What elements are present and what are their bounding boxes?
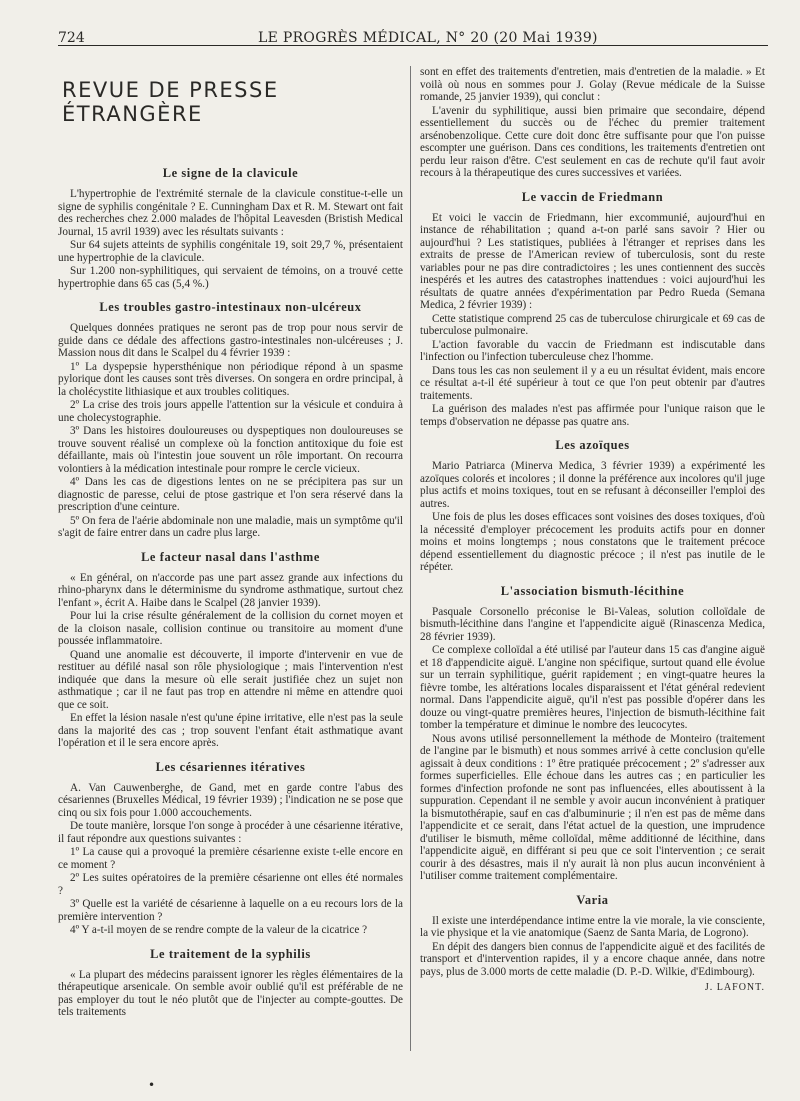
paragraph: 4º Y a-t-il moyen de se rendre compte de la valeur de la cicatrice ? (70, 924, 368, 936)
page-number: 724 (58, 30, 85, 46)
running-header (0, 24, 800, 46)
paragraph: L'hypertrophie de l'extrémité sternale de la clavicule constitue-t-elle un signe de syphilis congénitale ? E. Cunningham Dax et R. M. Stewart ont fait des recherches chez 2.000 malades de l'hôpital Leavesden (Bristish Medical Journal, 15 avril 1939) avec les résultats suivants : (58, 188, 403, 238)
header-rule (58, 45, 768, 46)
paragraph: sont en effet des traitements d'entretien, mais d'entretien de la maladie. » Et voilà où nous en sommes pour J. Golay (Revue médicale de la Suisse romande, 25 janvier 1939), qui conclut : (420, 66, 765, 103)
paragraph: « En général, on n'accorde pas une part assez grande aux infections du rhino-pharynx dans le déterminisme du syndrome asthmatique, surtout chez l'enfant », écrit A. Haibe dans le Scalpel (28 janvier 1939). (58, 571, 403, 609)
paragraph: 3º Dans les histoires douloureuses ou dyspeptiques non douloureuses se trouve souvent réalisé un complexe où la fonction antitoxique du foie est défaillante, mais où l'intestin joue souvent un rôle important. On recourra volontiers à la médication intestinale pour rompre le cercle vicieux. (58, 425, 403, 475)
footer-mark: • (148, 1078, 156, 1092)
paragraph: L'avenir du syphilitique, aussi bien primaire que secondaire, dépend essentiellement du succès ou de l'échec du premier traitement arsénobenzolique. Cette cure doit donc être suffisante pour que l'on puisse escompter une guérison. Dans ces conditions, les traitements d'entretien ont perdu leur raison d'être. C'est seulement en cas de rechute qu'il faut avoir recours à la thérapeutique des cures successives et variées. (420, 104, 765, 179)
section-heading: Les césariennes itératives (155, 759, 306, 774)
paragraph: L'action favorable du vaccin de Friedmann est indiscutable dans l'infection ou l'infection tuberculeuse chez l'homme. (420, 338, 765, 363)
paragraph: 2º La crise des trois jours appelle l'attention sur la vésicule et conduira à une cholecystographie. (58, 399, 403, 424)
column-divider (410, 66, 411, 1051)
paragraph: A. Van Cauwenberghe, de Gand, met en garde contre l'abus des césariennes (Bruxelles Médical, 19 février 1939) ; l'indication ne se pose que cinq ou six fois pour 1.000 accouchements. (58, 781, 403, 819)
paragraph: « La plupart des médecins paraissent ignorer les règles élémentaires de la thérapeutique arsenicale. On semble avoir oublié qu'il est préférable de ne pas employer du tout le néo plutôt que de l'injecter au compte-gouttes. De tels traitements (58, 968, 403, 1018)
journal-title: LE PROGRÈS MÉDICAL, N° 20 (20 Mai 1939) (258, 30, 598, 46)
paragraph: Sur 64 sujets atteints de syphilis congénitale 19, soit 29,7 %, présentaient une hypertrophie de la clavicule. (58, 239, 403, 264)
section-heading: Les troubles gastro-intestinaux non-ulcéreux (99, 300, 362, 314)
paragraph: 5º On fera de l'aérie abdominale non une maladie, mais un symptôme qu'il s'agit de faire entrer dans un cadre plus large. (58, 514, 403, 539)
section-heading: Le signe de la clavicule (162, 166, 299, 180)
paragraph: Mario Patriarca (Minerva Medica, 3 février 1939) a expérimenté les azoïques colorés et incolores ; il donne la préférence aux incolores qu'il juge plus actifs et moins toxiques, tout en se refusant à déconseiller l'emploi des autres. (420, 460, 765, 510)
paragraph: La guérison des malades n'est pas affirmée pour l'unique raison que le temps d'observation ne dépasse pas quatre ans. (420, 403, 765, 428)
author-signature: J. LAFONT. (704, 982, 765, 993)
paragraph: 2º Les suites opératoires de la première césarienne ont elles été normales ? (58, 872, 403, 897)
section-heading: Le traitement de la syphilis (150, 946, 311, 961)
paragraph: Ce complexe colloïdal a été utilisé par l'auteur dans 15 cas d'angine aiguë et 18 d'appendicite aiguë. L'angine non spécifique, surtout quand elle évolue sur un terrain syphilitique, guérit rapidement ; en vingt-quatre heures la fièvre tombe, les altérations locales disparaissent et l'état général redevient normal. Dans l'appendicite aiguë, qu'il n'est pas possible d'opérer dans les douze ou vingt-quatre premières heures, l'injection de bismuth-lécithine fait tomber la température et diminue le nombre des leucocytes. (420, 644, 765, 731)
paragraph: Et voici le vaccin de Friedmann, hier excommunié, aujourd'hui en instance de réhabilitation ; quand a-t-on parlé sans savoir ? Hier ou aujourd'hui ? Les statistiques, publiées à l'étranger et reprises dans les extraits de presse de l'American review of tuberculosis, sont du reste variables pour ne pas dire contradictoires ; les unes contiennent des succès inespérés et les autres des catastrophes inattendues : voici aujourd'hui les résultats de quatre années d'expérimentation par Pedro Rueda (Semana Medica, 2 février 1939) : (420, 211, 765, 311)
paragraph: 1º La dyspepsie hypersthénique non périodique répond à un spasme pylorique dont les causes sont très diverses. On songera en ordre principal, à la cholécystite lithiasique et aux troubles colitiques. (58, 360, 403, 398)
paragraph: Cette statistique comprend 25 cas de tuberculose chirurgicale et 69 cas de tuberculose pulmonaire. (420, 312, 765, 337)
section-heading: Les azoïques (555, 438, 630, 452)
paragraph: 1º La cause qui a provoqué la première césarienne existe t-elle encore en ce moment ? (58, 846, 403, 871)
left-column (58, 60, 403, 1100)
paragraph: 3º Quelle est la variété de césarienne à laquelle on a eu recours lors de la première intervention ? (58, 898, 403, 923)
section-heading: Le facteur nasal dans l'asthme (141, 549, 320, 564)
right-column (420, 66, 765, 1101)
paragraph: Dans tous les cas non seulement il y a eu un résultat évident, mais encore ce résultat a-t-il été supérieur à tout ce que l'on peut obtenir par d'autres traitements. (420, 364, 765, 402)
page-title: REVUE DE PRESSE ÉTRANGÈRE (62, 78, 279, 126)
paragraph: Pour lui la crise résulte généralement de la collision du cornet moyen et de la cloison nasale, collision continue ou transitoire au moment d'une poussée inflammatoire. (58, 610, 403, 647)
paragraph: Sur 1.200 non-syphilitiques, qui servaient de témoins, on a trouvé cette hypertrophie dans 65 cas (5,4 %.) (58, 265, 403, 290)
paragraph: De toute manière, lorsque l'on songe à procéder à une césarienne itérative, il faut répondre aux questions suivantes : (58, 820, 403, 845)
paragraph: En effet la lésion nasale n'est qu'une épine irritative, elle n'est pas la seule dans la majorité des cas ; trop souvent l'enfant était asthmatique avant l'opération et il le sera encore après. (58, 712, 403, 749)
left-sections (58, 166, 403, 1019)
paragraph: Quand une anomalie est découverte, il importe d'intervenir en vue de restituer au défilé nasal son rôle physiologique ; mais l'intervention n'est indiquée que dans la mesure où elle serait justifiée chez un sujet non asthmatique ; car il ne faut pas trop en attendre ni même en attendre quoi que ce soit. (58, 648, 403, 711)
section-heading: Le vaccin de Friedmann (521, 189, 664, 204)
paragraph: Une fois de plus les doses efficaces sont voisines des doses toxiques, d'où la nécessité d'employer précocement les produits actifs pour en donner moins et moins longtemps ; nous constatons que le traitement précoce dépend essentiellement du diagnostic précoce ; il n'est pas inutile de le répéter. (420, 511, 765, 573)
paragraph: 4º Dans les cas de digestions lentes on ne se précipitera pas sur un diagnostic de paresse, celui de ptose gastrique et l'on sera réservé dans la prescription d'une ceinture. (58, 476, 403, 513)
section-heading: Varia (576, 892, 609, 907)
paragraph: Pasquale Corsonello préconise le Bi-Valeas, solution colloïdale de bismuth-lécithine dans l'angine et l'appendicite aiguë (Rinascenza Medica, 28 février 1939). (420, 605, 765, 643)
paragraph: Nous avons utilisé personnellement la méthode de Monteiro (traitement de l'angine par le bismuth) et nous sommes arrivé à cette conclusion qu'elle agissait à deux conditions : 1º être pratiquée précocement ; 2º s'adresser aux formes superficielles. Elle échoue dans les autres cas ; en particulier les formes d'infection profonde ne sont pas influencées, elles aboutissent à la suppuration. Cependant il ne semble y avoir aucun inconvénient à pratiquer la bismutothérapie, sauf en cas d'albuminurie ; il n'en est pas de même dans l'appendicite et ce serait, dans l'état actuel de la question, une imprudence d'utiliser le bismuth, même colloïdal, même additionné de lécithine, dans l'appendicite aiguë, en différant si peu que ce soit l'intervention ; ce serait courir à des désastres, mais il n'y aurait là non plus aucun inconvénient à l'utiliser comme traitement complémentaire. (420, 732, 765, 882)
section-heading: L'association bismuth-lécithine (500, 583, 685, 598)
paragraph: En dépit des dangers bien connus de l'appendicite aiguë et des facilités de transport et d'intervention rapides, il y a encore chaque année, dans notre pays, plus de 3.000 morts de cette maladie (D. P.-D. Wilkie, d'Edimbourg). (420, 940, 765, 978)
paragraph: Il existe une interdépendance intime entre la vie morale, la vie consciente, la vie physique et la vie anatomique (Saenz de Santa Maria, de Logrono). (420, 914, 765, 939)
paragraph: Quelques données pratiques ne seront pas de trop pour nous servir de guide dans ce dédale des affections gastro-intestinales non-ulcéreuses ; J. Massion nous dit dans le Scalpel du 4 février 1939 : (58, 322, 403, 359)
right-sections (420, 66, 765, 978)
